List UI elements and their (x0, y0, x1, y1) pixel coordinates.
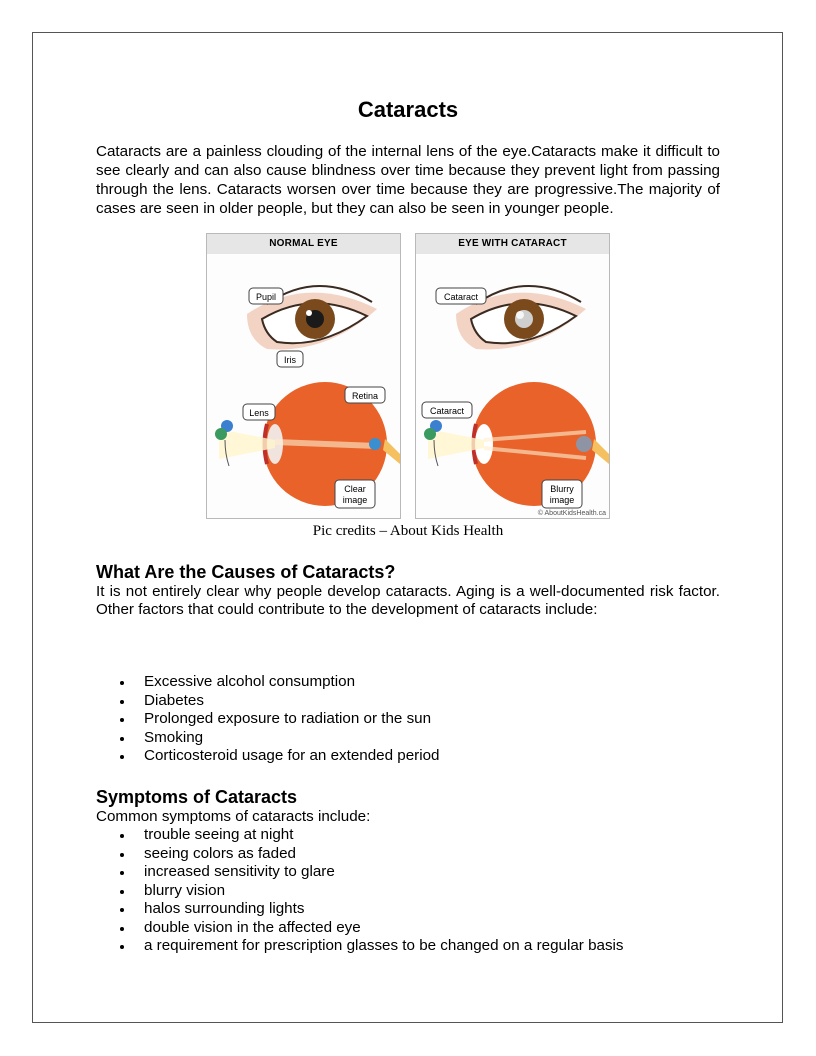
page-title: Cataracts (357, 97, 459, 122)
normal-eye-panel (206, 233, 401, 519)
figure-caption: Pic credits – About Kids Health (312, 523, 504, 539)
cataract-eye-title: EYE WITH CATARACT (416, 234, 609, 254)
watermark: © AboutKidsHealth.ca (537, 510, 606, 517)
list-item: halos surrounding lights (96, 900, 720, 919)
list-item: Corticosteroid usage for an extended period (96, 747, 720, 766)
causes-heading: What Are the Causes of Cataracts? (96, 562, 396, 582)
document-content (96, 96, 720, 954)
label-retina: Retina (351, 391, 379, 401)
label-blurry-image-line2: image (549, 495, 575, 505)
symptoms-heading: Symptoms of Cataracts (96, 787, 298, 807)
label-blurry-image-line1: Blurry (550, 484, 574, 494)
list-item: Smoking (96, 729, 720, 748)
list-item: blurry vision (96, 882, 720, 901)
cataract-eye-illustration (416, 254, 609, 518)
normal-eye-title: NORMAL EYE (207, 234, 400, 254)
causes-list (96, 673, 720, 766)
symptoms-list (96, 826, 720, 956)
label-clear-image-line2: image (342, 495, 368, 505)
list-item: Prolonged exposure to radiation or the sun (96, 710, 720, 729)
list-item: seeing colors as faded (96, 845, 720, 864)
list-item: trouble seeing at night (96, 826, 720, 845)
label-cataract-top: Cataract (443, 292, 479, 302)
symptoms-intro: Common symptoms of cataracts include: (96, 808, 371, 825)
causes-body: It is not entirely clear why people develop cataracts. Aging is a well-documented risk factor. Other factors that could contribute to the development of cataracts include: (96, 583, 720, 618)
symptoms-section (96, 786, 720, 956)
normal-eye-illustration (207, 254, 400, 518)
list-item: Excessive alcohol consumption (96, 673, 720, 692)
list-item: a requirement for prescription glasses to be changed on a regular basis (96, 937, 720, 956)
label-clear-image-line1: Clear (344, 484, 366, 494)
label-lens: Lens (249, 408, 269, 418)
intro-paragraph: Cataracts are a painless clouding of the internal lens of the eye.Cataracts make it difficult to see clearly and can also cause blindness over time because they prevent light from passing through the lens. Cataracts worsen over time because they are progressive.The majority of cases are seen in older people, but they can also be seen in younger people. (96, 143, 720, 217)
label-cataract-lens: Cataract (429, 406, 465, 416)
causes-section (96, 561, 720, 619)
eye-diagram-figure (206, 233, 610, 519)
list-item: increased sensitivity to glare (96, 863, 720, 882)
cataract-eye-panel (415, 233, 610, 519)
label-pupil: Pupil (255, 292, 277, 302)
list-item: Diabetes (96, 692, 720, 711)
list-item: double vision in the affected eye (96, 919, 720, 938)
label-iris: Iris (284, 355, 296, 365)
